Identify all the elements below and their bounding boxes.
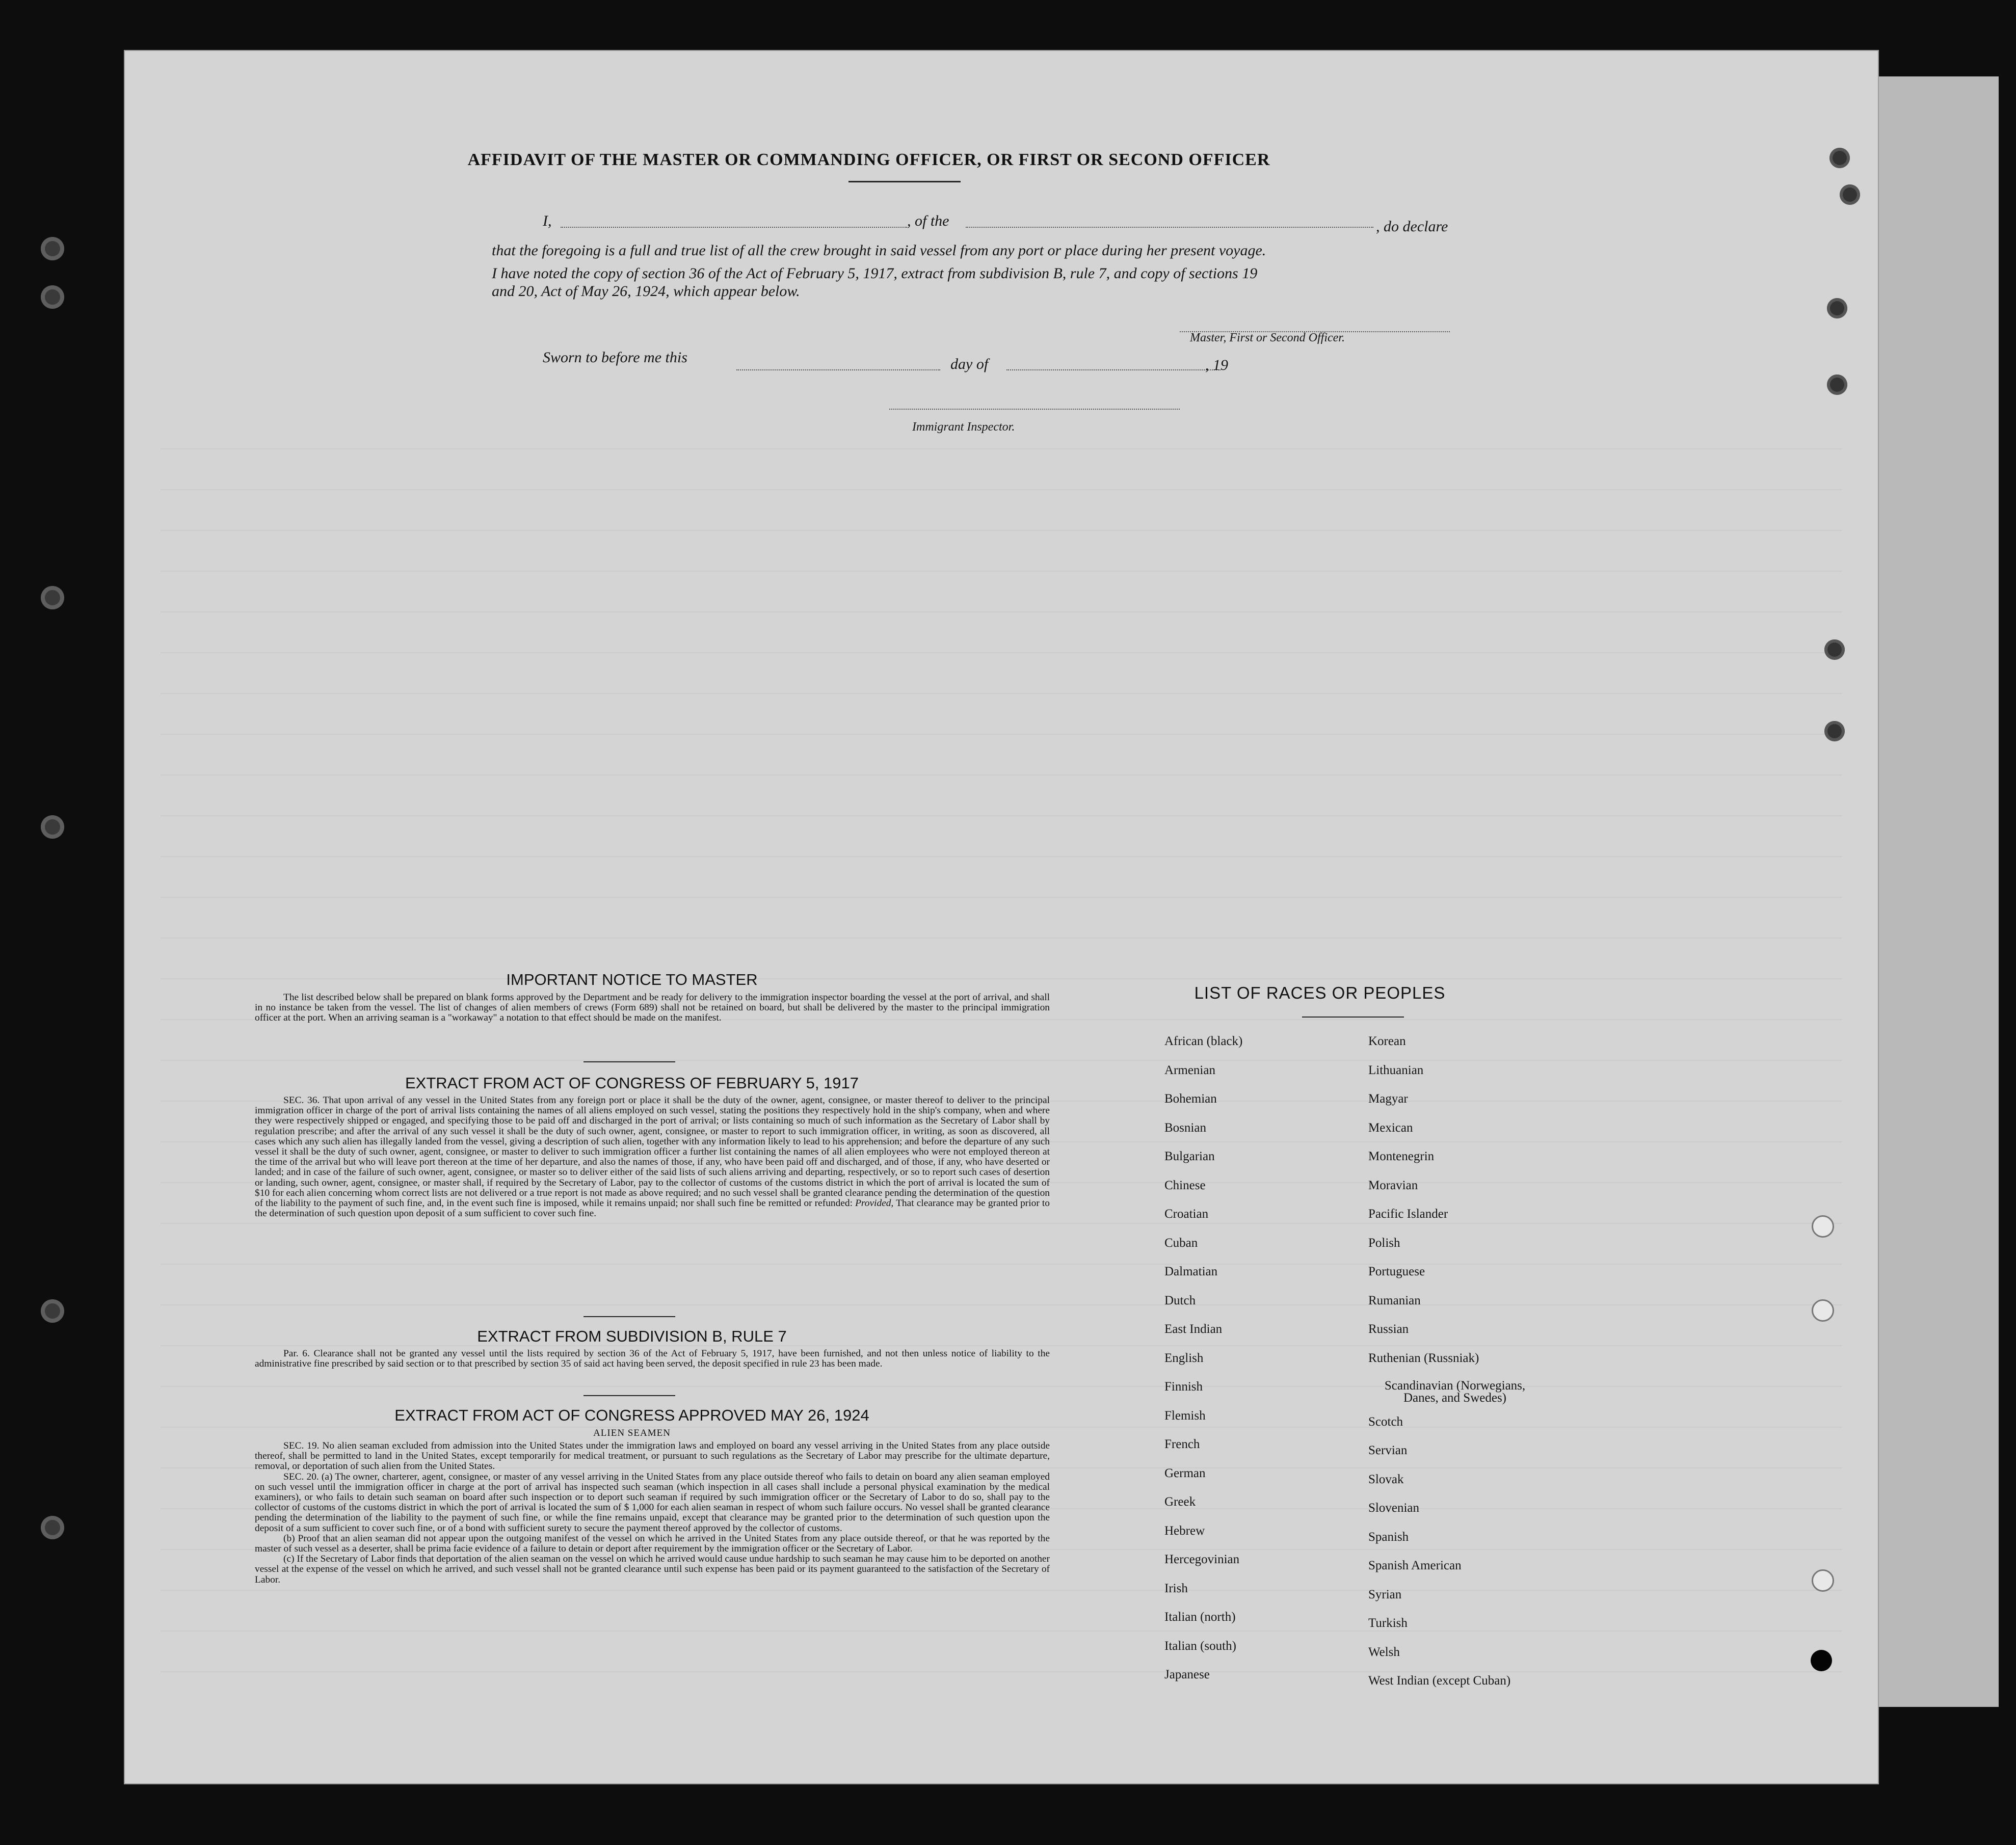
extract-rule7-title: EXTRACT FROM SUBDIVISION B, RULE 7 bbox=[477, 1327, 787, 1345]
binder-hole bbox=[41, 237, 64, 260]
notice-title: IMPORTANT NOTICE TO MASTER bbox=[506, 971, 758, 988]
extract-1924-subtitle: ALIEN SEAMEN bbox=[593, 1428, 671, 1438]
binder-hole bbox=[41, 1299, 64, 1323]
race-item: Montenegrin bbox=[1368, 1149, 1435, 1163]
affidavit-title: AFFIDAVIT OF THE MASTER OR COMMANDING OFFICER, OR FIRST OR SECOND OFFICER bbox=[467, 150, 1270, 169]
race-item: Croatian bbox=[1164, 1207, 1209, 1221]
binder-hole bbox=[1811, 1650, 1832, 1671]
race-item: Welsh bbox=[1368, 1645, 1400, 1659]
of-the-label: , of the bbox=[907, 212, 949, 229]
notice-text: The list described below shall be prepared on blank forms approved by the Department and be ready for delivery to the immigration inspector boarding the vessel at the port of arrival, and shall in no instance be taken from the vessel. The list of changes of alien members of crews (Form 689) shall not be retained on board, but shall be delivered by the master to the principal immigration officer at the port. When an arriving seaman is a "workaway" a notation to that effect should be made on the manifest. bbox=[255, 992, 1050, 1024]
extract-rule7-text: Par. 6. Clearance shall not be granted any vessel until the lists required by section 36 of the Act of February 5, 1917, have been furnished, and not then unless notice of liability to the administrative fine prescribed by said section or to that prescribed by section 35 of said act having been served, the deposit specified in rule 23 has been made. bbox=[255, 1348, 1050, 1370]
race-item: Portuguese bbox=[1368, 1265, 1425, 1278]
race-item: Scotch bbox=[1368, 1414, 1403, 1429]
races-title: LIST OF RACES OR PEOPLES bbox=[1194, 983, 1446, 1002]
race-item: German bbox=[1164, 1466, 1206, 1480]
binder-hole bbox=[1827, 298, 1847, 318]
race-item: Lithuanian bbox=[1368, 1063, 1424, 1077]
binder-hole bbox=[1812, 1215, 1834, 1238]
race-item: East Indian bbox=[1164, 1322, 1223, 1336]
race-item: Armenian bbox=[1164, 1063, 1215, 1077]
extract-rule7-rule bbox=[583, 1395, 675, 1396]
race-item: Bulgarian bbox=[1164, 1149, 1215, 1163]
race-item: African (black) bbox=[1164, 1034, 1243, 1048]
race-item: Dutch bbox=[1164, 1293, 1196, 1307]
inspector-label: Immigrant Inspector. bbox=[912, 420, 1015, 434]
binder-hole bbox=[1840, 184, 1860, 205]
race-item: West Indian (except Cuban) bbox=[1368, 1674, 1511, 1688]
title-rule bbox=[848, 181, 961, 182]
sec-19-paragraph: SEC. 19. No alien seaman excluded from admission into the United States under the immigration laws and employed on board any vessel arriving in the United States from any place outside thereof, shall be permitted to land in the United States, except temporarily for medical treatment, or pursuant to such regulations as the Secretary of Labor may prescribe for the ultimate departure, removal, or deportation of such alien from the United States. bbox=[255, 1440, 1050, 1472]
master-signature-label: Master, First or Second Officer. bbox=[1190, 331, 1345, 344]
affidavit-line-3: I have noted the copy of section 36 of the Act of February 5, 1917, extract from subdivision B, rule 7, and copy of sections 19 bbox=[492, 265, 1258, 282]
race-item: Slovenian bbox=[1368, 1501, 1419, 1515]
binder-hole bbox=[41, 815, 64, 839]
sworn-month-blank bbox=[1006, 369, 1221, 370]
extract-1917-title: EXTRACT FROM ACT OF CONGRESS OF FEBRUARY 5, 1917 bbox=[405, 1074, 859, 1092]
sworn-label: Sworn to before me this bbox=[543, 349, 687, 366]
extract-1917-text: SEC. 36. That upon arrival of any vessel in the United States from any foreign port or place it shall be the duty of the owner, agent, consignee, or master thereof to deliver to the principal immigration officer in charge of the port of arrival lists containing the names of all aliens employed on such vessel, stating the positions they respectively hold in the ship's company, when and where they were respectively shipped or engaged, and specifying those to be paid off and discharged in the port of arrival; or lists containing so much of such information as the Secretary of Labor shall by regulation prescribe; and after the arrival of any such vessel it shall be the duty of such owner, agent, consignee, or master to report to such immigration officer, in writing, as soon as discovered, all cases which any such alien has illegally landed from the vessel, giving a description of such alien, together with any information likely to lead to his apprehension; and before the departure of any such vessel it shall be the duty of such owner, agent, consignee, or master to deliver to such immigration officer a further list containing the names of all alien employees who were not employed thereon at the time of the arrival but who will leave port thereon at the time of her departure, and also the names of those, if any, who have been paid off and discharged, and of those, if any, who have deserted or landed; and in case of the failure of such owner, agent, consignee, or master so to deliver either of the said lists of such aliens arriving and departing, respectively, or so to report such cases of desertion or landing, such owner, agent, consignee, or master shall, if required by the Secretary of Labor, pay to the collector of customs of the customs district in which the port of arrival is located the sum of $10 for each alien concerning whom correct lists are not delivered or a true report is not made as above required; and no such vessel shall be granted clearance pending the determination of the question of the liability to the payment of such fine, and, in the event such fine is imposed, while it remains unpaid; nor shall such fine be remitted or refunded: Provided, That clearance may be granted prior to the determination of such question upon deposit of a sum sufficient to cover such fine. bbox=[255, 1095, 1050, 1219]
race-item: Pacific Islander bbox=[1368, 1207, 1448, 1221]
affidavit-line-4: and 20, Act of May 26, 1924, which appear below. bbox=[492, 283, 800, 300]
i-label: I, bbox=[543, 212, 552, 229]
sec-20b-paragraph: (b) Proof that an alien seaman did not appear upon the outgoing manifest of the vessel on which he arrived in the United States from any place outside thereof, or that he was reported by the master of such vessel as a deserter, shall be prima facie evidence of a failure to detain or deport after requirement by the immigration officer or the Secretary of Labor. bbox=[255, 1533, 1050, 1555]
name-blank bbox=[561, 227, 907, 228]
notice-rule bbox=[583, 1061, 675, 1062]
race-item: Russian bbox=[1368, 1322, 1409, 1336]
race-item: Italian (north) bbox=[1164, 1610, 1236, 1624]
binder-hole bbox=[1812, 1299, 1834, 1322]
race-item: Turkish bbox=[1368, 1616, 1408, 1630]
binder-hole bbox=[1824, 721, 1845, 741]
binder-hole bbox=[41, 586, 64, 609]
race-item: Spanish American bbox=[1368, 1559, 1462, 1572]
binder-hole bbox=[1812, 1569, 1834, 1592]
race-item: Cuban bbox=[1164, 1236, 1198, 1250]
race-item: Moravian bbox=[1368, 1178, 1418, 1192]
race-item: Bohemian bbox=[1164, 1092, 1217, 1106]
race-item: Greek bbox=[1164, 1495, 1196, 1509]
race-item: Flemish bbox=[1164, 1408, 1206, 1423]
binder-hole bbox=[1829, 148, 1850, 168]
races-rule bbox=[1302, 1017, 1404, 1018]
affidavit-line-2: that the foregoing is a full and true list of all the crew brought in said vessel from any port or place during her present voyage. bbox=[492, 242, 1266, 259]
race-item: Bosnian bbox=[1164, 1120, 1206, 1135]
race-item: Polish bbox=[1368, 1236, 1400, 1250]
race-item: Rumanian bbox=[1368, 1293, 1421, 1307]
race-item: Slovak bbox=[1368, 1472, 1404, 1486]
race-item: Finnish bbox=[1164, 1380, 1203, 1394]
race-item: Scandinavian (Norwegians, Danes, and Swedes) bbox=[1384, 1379, 1526, 1405]
year-label: , 19 bbox=[1205, 357, 1228, 373]
race-item: Hebrew bbox=[1164, 1523, 1205, 1538]
binder-hole bbox=[41, 285, 64, 309]
race-item: Spanish bbox=[1368, 1530, 1409, 1544]
sworn-day-blank bbox=[736, 369, 940, 370]
race-item: Chinese bbox=[1164, 1178, 1206, 1192]
extract-1924-title: EXTRACT FROM ACT OF CONGRESS APPROVED MAY 26, 1924 bbox=[394, 1406, 869, 1424]
race-item: Japanese bbox=[1164, 1668, 1210, 1681]
sec-20a-paragraph: SEC. 20. (a) The owner, charterer, agent, consignee, or master of any vessel arriving in the United States from any place outside thereof who fails to detain on board any alien seaman employed on such vessel until the immigration officer in charge at the port of arrival has inspected such seaman (which inspection in all cases shall include a personal physical examination by the medical examiners), or who fails to detain such seaman on board after such inspection or to deport such seaman if required by such immigration officer or the Secretary of Labor to do so, shall pay to the collector of customs of the customs district in which the port of arrival is located the sum of $ 1,000 for each alien seaman in respect of whom such failure occurs. No vessel shall be granted clearance pending the determination of the liability to the payment of such fine, or while the fine remains unpaid, except that clearance may be granted prior to the determination of such question upon the deposit of a sum sufficient to cover such fine, or of a bond with sufficient surety to secure the payment thereof approved by the collector of customs. bbox=[255, 1471, 1050, 1534]
race-item: Magyar bbox=[1368, 1092, 1408, 1106]
race-item: Ruthenian (Russniak) bbox=[1368, 1351, 1479, 1365]
sec-20c-paragraph: (c) If the Secretary of Labor finds that deportation of the alien seaman on the vessel on which he arrived would cause undue hardship to such seaman he may cause him to be deported on another vessel at the expense of the vessel on which he arrived, and such vessel shall not be granted clearance until such expense has been paid or its payment guaranteed to the satisfaction of the Secretary of Labor. bbox=[255, 1554, 1050, 1585]
race-item: Korean bbox=[1368, 1034, 1406, 1048]
race-item: English bbox=[1164, 1351, 1204, 1365]
race-item: Italian (south) bbox=[1164, 1639, 1236, 1653]
race-item: Servian bbox=[1368, 1443, 1408, 1457]
race-item: Dalmatian bbox=[1164, 1265, 1218, 1278]
inspector-signature-line bbox=[889, 409, 1180, 410]
extract-1924-text bbox=[255, 1441, 1050, 1585]
day-of-label: day of bbox=[950, 356, 989, 372]
affidavit-page bbox=[125, 51, 1878, 1783]
binder-hole bbox=[41, 1516, 64, 1539]
race-item: Syrian bbox=[1368, 1587, 1402, 1601]
race-item: French bbox=[1164, 1437, 1200, 1451]
binder-hole bbox=[1827, 375, 1847, 395]
race-item: Irish bbox=[1164, 1581, 1188, 1595]
race-item: Hercegovinian bbox=[1164, 1553, 1240, 1566]
race-item: Mexican bbox=[1368, 1120, 1413, 1135]
extract-1917-rule bbox=[583, 1316, 675, 1317]
do-declare-label: , do declare bbox=[1376, 218, 1448, 235]
binder-hole bbox=[1824, 639, 1845, 660]
vessel-blank bbox=[966, 227, 1373, 228]
